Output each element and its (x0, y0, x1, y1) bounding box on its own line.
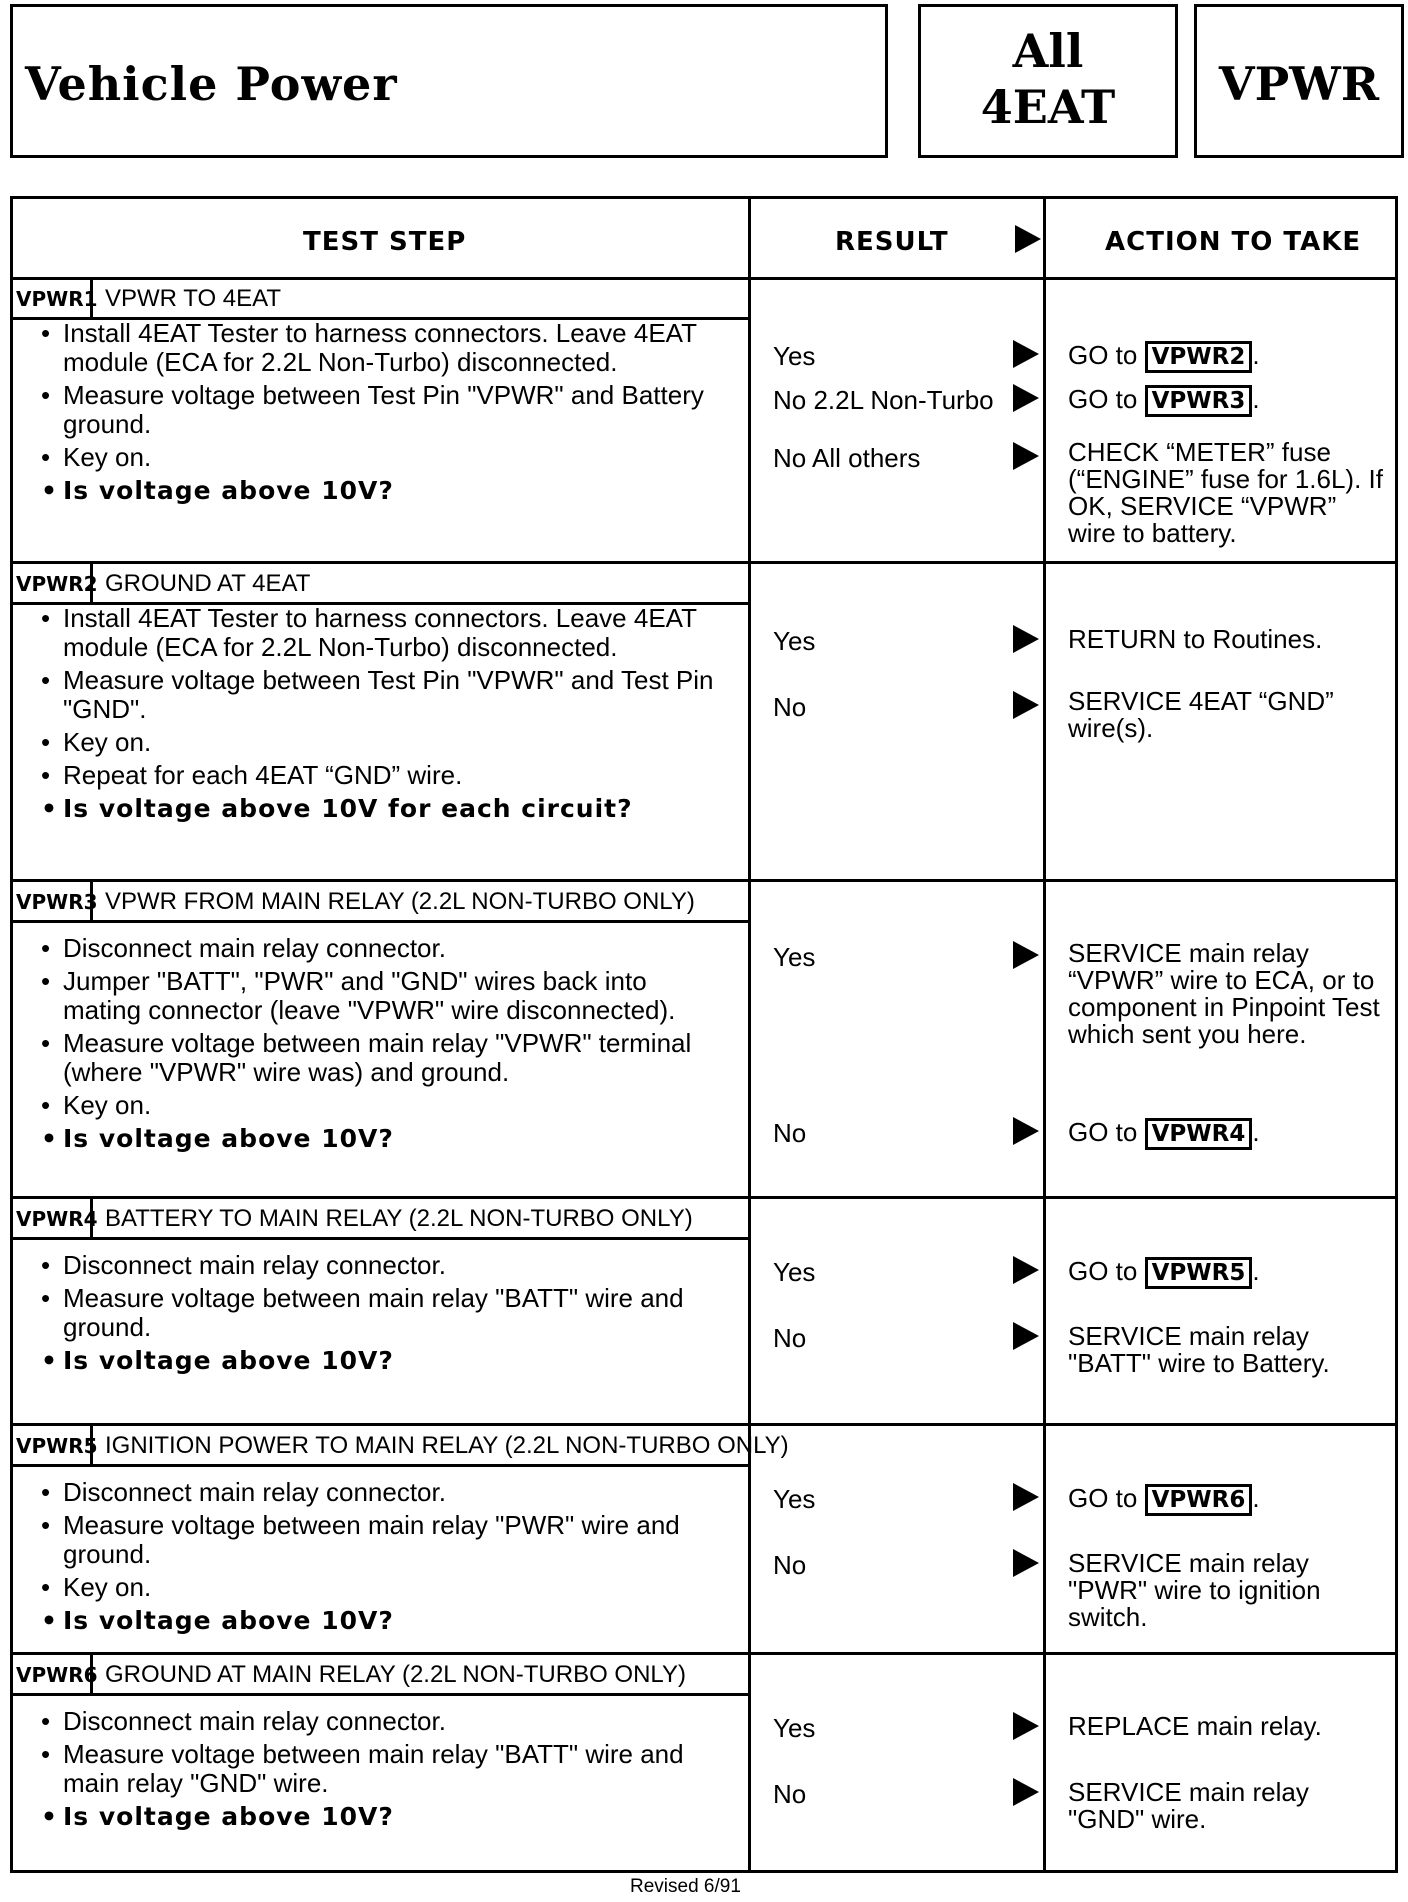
step-instruction: • Measure voltage between Test Pin "VPWR" and Battery ground. (33, 381, 723, 439)
action-prefix: GO to (1068, 1483, 1138, 1513)
step-instruction: • Key on. (33, 728, 723, 757)
step-question: • Is voltage above 10V? (33, 1606, 723, 1635)
step-instruction: • Key on. (33, 1573, 723, 1602)
step-title: IGNITION POWER TO MAIN RELAY (2.2L NON-TURBO ONLY) (105, 1432, 789, 1459)
arrow-right-icon (1013, 625, 1039, 658)
action-text (1068, 1713, 1388, 1740)
step-instruction: • Repeat for each 4EAT “GND” wire. (33, 761, 723, 790)
action-text (1068, 1779, 1388, 1833)
step-id: VPWR5 (13, 1426, 93, 1466)
step-id: VPWR6 (13, 1655, 93, 1695)
step-id: VPWR3 (13, 882, 93, 922)
step-header-divider (13, 1237, 748, 1240)
action-text (1068, 1118, 1388, 1150)
action-suffix: . (1252, 384, 1260, 414)
step-instruction: • Install 4EAT Tester to harness connectors. Leave 4EAT module (ECA for 2.2L Non-Turbo) disconnected. (33, 604, 723, 662)
revision-note: Revised 6/91 (630, 1876, 741, 1897)
column-header-action: ACTION TO TAKE (1105, 227, 1362, 257)
result-label: No (773, 692, 807, 722)
result-label: Yes (773, 942, 816, 972)
model-line-2: 4EAT (980, 80, 1116, 134)
result-label: No (773, 1118, 807, 1148)
step-question: • Is voltage above 10V? (33, 1802, 723, 1831)
step-header (13, 1426, 789, 1466)
step-reference-link[interactable]: VPWR5 (1145, 1257, 1253, 1289)
arrow-right-icon (1013, 1778, 1039, 1811)
step-instruction: • Disconnect main relay connector. (33, 1251, 723, 1280)
action-text (1068, 626, 1388, 653)
step-instruction: • Measure voltage between main relay "VPWR" terminal (where "VPWR" wire was) and ground. (33, 1029, 723, 1087)
header-arrow-icon (1015, 225, 1041, 258)
action-text (1068, 1550, 1388, 1631)
column-divider (1043, 199, 1046, 1870)
arrow-right-icon (1013, 1117, 1039, 1150)
section-code: VPWR (1218, 57, 1380, 111)
step-instructions (33, 1478, 723, 1639)
step-instruction: • Disconnect main relay connector. (33, 934, 723, 963)
arrow-right-icon (1013, 442, 1039, 475)
action-text (1068, 688, 1388, 742)
action-text (1068, 1323, 1388, 1377)
result-label: No (773, 1323, 807, 1353)
column-header-test-step: TEST STEP (303, 227, 467, 257)
step-title: BATTERY TO MAIN RELAY (2.2L NON-TURBO ONLY) (105, 1205, 693, 1232)
action-suffix: . (1252, 1117, 1260, 1147)
step-reference-link[interactable]: VPWR4 (1145, 1118, 1253, 1150)
step-title: VPWR TO 4EAT (105, 285, 282, 312)
result-label: Yes (773, 1257, 816, 1287)
action-prefix: GO to (1068, 1117, 1138, 1147)
result-label: No (773, 1779, 807, 1809)
step-header-divider (13, 920, 748, 923)
result-label: Yes (773, 1713, 816, 1743)
action-prefix: GO to (1068, 1256, 1138, 1286)
step-instructions (33, 1251, 723, 1379)
action-instruction: RETURN to Routines. (1068, 624, 1323, 654)
action-instruction: SERVICE main relay “VPWR” wire to ECA, or to component in Pinpoint Test which sent you here. (1068, 938, 1380, 1049)
arrow-right-icon (1013, 1712, 1039, 1745)
action-instruction: SERVICE main relay "BATT" wire to Battery. (1068, 1321, 1330, 1378)
action-suffix: . (1252, 340, 1260, 370)
test-table (10, 196, 1398, 1873)
arrow-right-icon (1013, 384, 1039, 417)
step-instruction: • Key on. (33, 443, 723, 472)
step-header (13, 564, 748, 604)
step-question: • Is voltage above 10V? (33, 1346, 723, 1375)
action-prefix: GO to (1068, 340, 1138, 370)
step-instructions (33, 1707, 723, 1835)
step-instruction: • Jumper "BATT", "PWR" and "GND" wires back into mating connector (leave "VPWR" wire disconnected). (33, 967, 723, 1025)
step-header (13, 279, 748, 319)
step-title: GROUND AT MAIN RELAY (2.2L NON-TURBO ONLY) (105, 1661, 686, 1688)
step-instruction: • Measure voltage between main relay "BATT" wire and main relay "GND" wire. (33, 1740, 723, 1798)
page-title: Vehicle Power (25, 57, 398, 111)
arrow-right-icon (1013, 1549, 1039, 1582)
step-instruction: • Measure voltage between main relay "BATT" wire and ground. (33, 1284, 723, 1342)
result-label: No (773, 1550, 807, 1580)
arrow-right-icon (1013, 1256, 1039, 1289)
step-id: VPWR2 (13, 564, 93, 604)
action-text (1068, 1257, 1388, 1289)
column-divider (748, 199, 751, 1870)
result-label: No 2.2L Non-Turbo (773, 385, 994, 415)
step-title: VPWR FROM MAIN RELAY (2.2L NON-TURBO ONLY) (105, 888, 695, 915)
step-instructions (33, 319, 723, 509)
action-instruction: SERVICE 4EAT “GND” wire(s). (1068, 686, 1334, 743)
step-instruction: • Measure voltage between Test Pin "VPWR" and Test Pin "GND". (33, 666, 723, 724)
step-instruction: • Install 4EAT Tester to harness connectors. Leave 4EAT module (ECA for 2.2L Non-Turbo) disconnected. (33, 319, 723, 377)
step-id: VPWR4 (13, 1199, 93, 1239)
result-label: Yes (773, 341, 816, 371)
action-instruction: REPLACE main relay. (1068, 1711, 1322, 1741)
action-text (1068, 385, 1388, 417)
action-prefix: GO to (1068, 384, 1138, 414)
step-reference-link[interactable]: VPWR3 (1145, 385, 1253, 417)
action-text (1068, 940, 1388, 1048)
step-instruction: • Measure voltage between main relay "PWR" wire and ground. (33, 1511, 723, 1569)
arrow-right-icon (1013, 691, 1039, 724)
action-text (1068, 439, 1388, 547)
step-question: • Is voltage above 10V for each circuit? (33, 794, 723, 823)
arrow-right-icon (1013, 340, 1039, 373)
result-label: No All others (773, 443, 921, 473)
step-reference-link[interactable]: VPWR6 (1145, 1484, 1253, 1516)
model-line-1: All (1012, 24, 1084, 78)
arrow-right-icon (1013, 1483, 1039, 1516)
step-header-divider (13, 1464, 748, 1467)
step-header-divider (13, 1693, 748, 1696)
step-instruction: • Disconnect main relay connector. (33, 1707, 723, 1736)
arrow-right-icon (1013, 941, 1039, 974)
step-title: GROUND AT 4EAT (105, 570, 311, 597)
step-reference-link[interactable]: VPWR2 (1145, 341, 1253, 373)
action-instruction: SERVICE main relay "GND" wire. (1068, 1777, 1309, 1834)
step-instruction: • Key on. (33, 1091, 723, 1120)
column-header-result: RESULT (835, 227, 949, 257)
step-header (13, 1199, 748, 1239)
step-instructions (33, 604, 723, 827)
step-header (13, 1655, 748, 1695)
action-text (1068, 341, 1388, 373)
step-instruction: • Disconnect main relay connector. (33, 1478, 723, 1507)
result-label: Yes (773, 626, 816, 656)
action-suffix: . (1252, 1483, 1260, 1513)
step-instructions (33, 934, 723, 1157)
code-box (1194, 4, 1404, 158)
action-instruction: CHECK “METER” fuse (“ENGINE” fuse for 1.6L). If OK, SERVICE “VPWR” wire to battery. (1068, 437, 1383, 548)
action-text (1068, 1484, 1388, 1516)
action-instruction: SERVICE main relay "PWR" wire to ignition switch. (1068, 1548, 1321, 1632)
model-box (918, 4, 1178, 158)
arrow-right-icon (1013, 1322, 1039, 1355)
step-header (13, 882, 748, 922)
action-suffix: . (1252, 1256, 1260, 1286)
step-id: VPWR1 (13, 279, 93, 319)
step-question: • Is voltage above 10V? (33, 1124, 723, 1153)
title-box (10, 4, 888, 158)
result-label: Yes (773, 1484, 816, 1514)
step-question: • Is voltage above 10V? (33, 476, 723, 505)
